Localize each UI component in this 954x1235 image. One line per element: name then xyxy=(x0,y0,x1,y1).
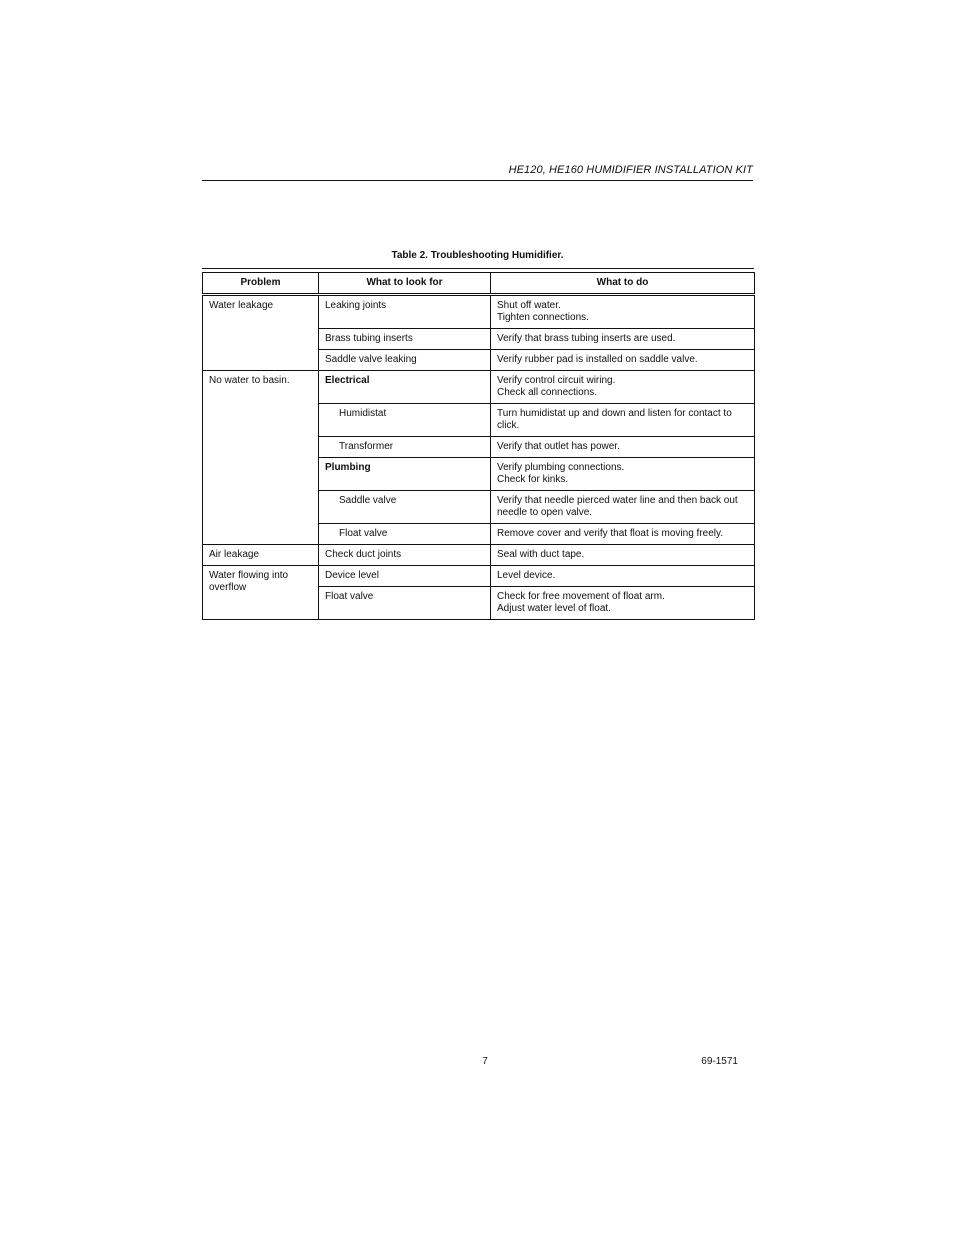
table-row xyxy=(203,295,755,329)
column-header-problem: Problem xyxy=(203,273,319,295)
problem-cell: Water flowing into overflow xyxy=(203,566,319,620)
what-to-do-cell xyxy=(491,371,755,404)
what-to-do-cell xyxy=(491,458,755,491)
action-line: Check all connections. xyxy=(497,387,598,398)
problem-cell: No water to basin. xyxy=(203,371,319,545)
troubleshooting-table-wrapper xyxy=(202,268,754,620)
look-for-category-cell: Plumbing xyxy=(319,458,491,491)
what-to-do-cell xyxy=(491,329,755,350)
look-for-cell: Humidistat xyxy=(319,404,491,437)
what-to-do-cell xyxy=(491,524,755,545)
look-for-cell: Check duct joints xyxy=(319,545,491,566)
look-for-cell: Saddle valve xyxy=(319,491,491,524)
what-to-do-cell xyxy=(491,404,755,437)
table-row xyxy=(203,371,755,404)
what-to-do-cell xyxy=(491,491,755,524)
look-for-cell: Float valve xyxy=(319,524,491,545)
running-header: HE120, HE160 HUMIDIFIER INSTALLATION KIT xyxy=(508,164,753,176)
what-to-do-cell xyxy=(491,350,755,371)
what-to-do-cell xyxy=(491,545,755,566)
look-for-category-cell: Electrical xyxy=(319,371,491,404)
action-line: Verify that outlet has power. xyxy=(497,441,620,452)
column-header-what-to-look-for: What to look for xyxy=(319,273,491,295)
look-for-cell: Brass tubing inserts xyxy=(319,329,491,350)
what-to-do-cell xyxy=(491,295,755,329)
troubleshooting-table xyxy=(202,272,755,620)
action-line: Verify plumbing connections. xyxy=(497,462,625,473)
action-line: Seal with duct tape. xyxy=(497,549,585,560)
action-line: Verify that brass tubing inserts are used. xyxy=(497,333,676,344)
action-line: Verify rubber pad is installed on saddle valve. xyxy=(497,354,698,365)
table-row xyxy=(203,545,755,566)
look-for-cell: Leaking joints xyxy=(319,295,491,329)
table-header-row xyxy=(203,273,755,295)
what-to-do-cell xyxy=(491,566,755,587)
action-line: Check for kinks. xyxy=(497,474,569,485)
table-caption: Table 2. Troubleshooting Humidifier. xyxy=(391,250,564,261)
problem-cell: Air leakage xyxy=(203,545,319,566)
action-line: Verify that needle pierced water line and then back out needle to open valve. xyxy=(497,495,738,518)
problem-cell: Water leakage xyxy=(203,295,319,371)
document-number: 69-1571 xyxy=(701,1056,738,1067)
action-line: Shut off water. xyxy=(497,300,561,311)
action-line: Adjust water level of float. xyxy=(497,603,611,614)
look-for-cell: Float valve xyxy=(319,587,491,620)
look-for-cell: Device level xyxy=(319,566,491,587)
action-line: Level device. xyxy=(497,570,556,581)
action-line: Verify control circuit wiring. xyxy=(497,375,616,386)
action-line: Turn humidistat up and down and listen for contact to click. xyxy=(497,408,732,431)
header-rule xyxy=(202,180,753,181)
look-for-cell: Saddle valve leaking xyxy=(319,350,491,371)
table-row xyxy=(203,566,755,587)
look-for-cell: Transformer xyxy=(319,437,491,458)
action-line: Tighten connections. xyxy=(497,312,589,323)
column-header-what-to-do: What to do xyxy=(491,273,755,295)
what-to-do-cell xyxy=(491,587,755,620)
page-number: 7 xyxy=(482,1056,488,1067)
action-line: Remove cover and verify that float is moving freely. xyxy=(497,528,724,539)
what-to-do-cell xyxy=(491,437,755,458)
action-line: Check for free movement of float arm. xyxy=(497,591,665,602)
